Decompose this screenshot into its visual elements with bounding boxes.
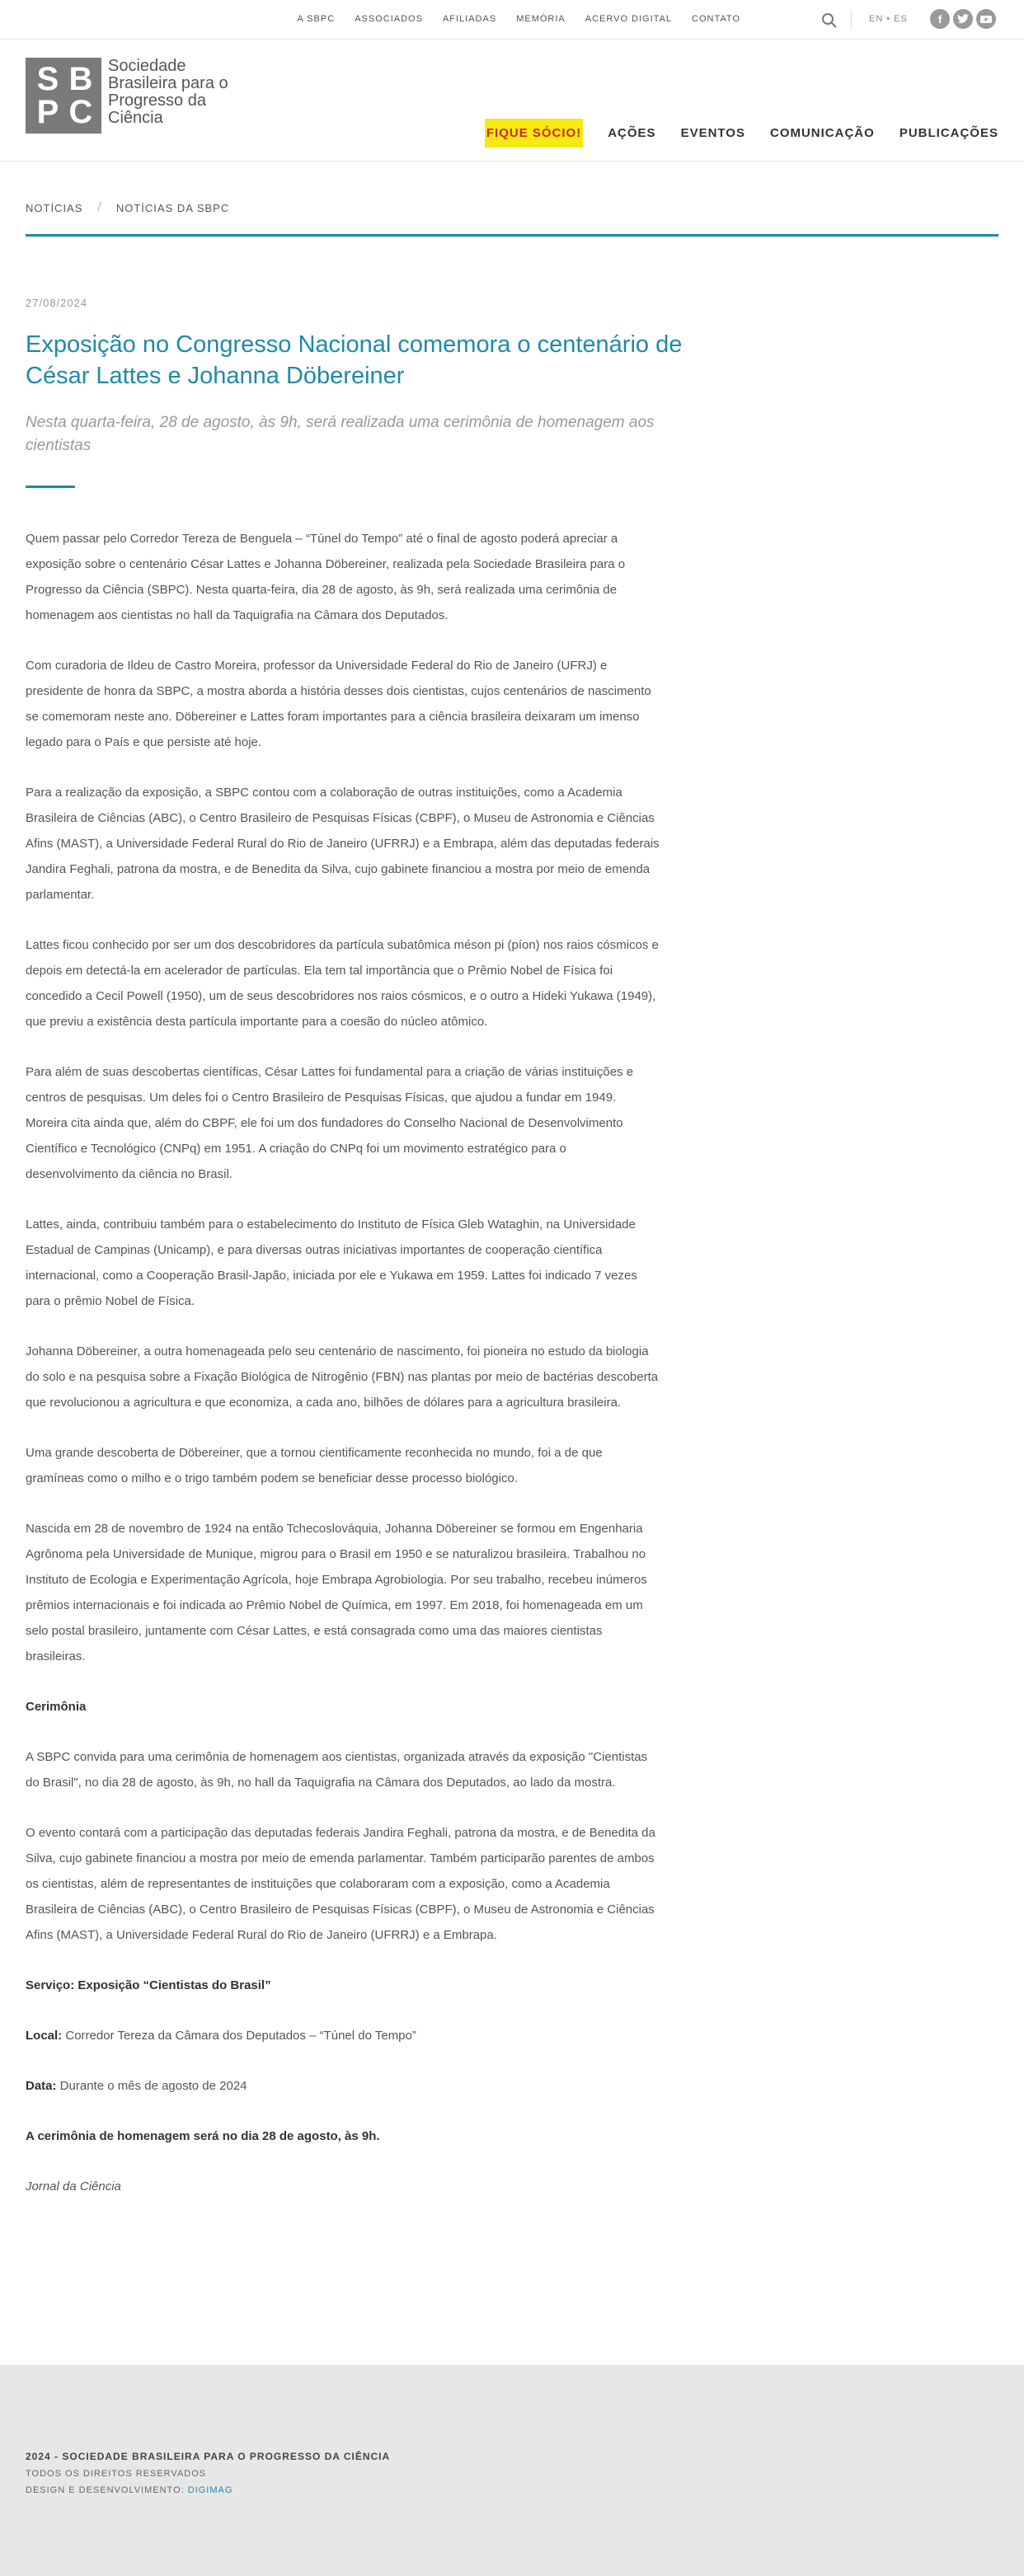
logo-line: Brasileira para o (108, 74, 228, 92)
top-nav-link-afiliadas[interactable]: AFILIADAS (442, 14, 497, 24)
article-paragraph: Para além de suas descobertas científicas, César Lattes foi fundamental para a criação de várias instituições e centros de pesquisas. Um deles foi o Centro Brasileiro de Pesquisas Físicas, que ajudou a fundar em 1949. Moreira cita ainda que, além do CBPF, ele foi um dos fundadores do Conselho Nacional de Desenvolvimento Científico e Tecnológico (CNPq) em 1951. A criação do CNPq foi um movimento estratégico para o desenvolvimento da ciência no Brasil. (26, 1065, 634, 1181)
article-paragraph: Lattes ficou conhecido por ser um dos descobridores da partícula subatômica méson pi (píon) nos raios cósmicos e depois em detectá-la em acelerador de partículas. Ela tem tal importância que o Prêmio Nobel de Física foi concedido a Cecil Powell (1950), um de seus descobridores nos raios cósmicos, e o outro a Hideki Yukawa (1949), que previu a existência desta partícula importante para a coesão do núcleo atômico. (26, 938, 659, 1029)
social-links (930, 9, 996, 29)
lang-separator: • (886, 14, 891, 24)
footer-copyright: 2024 - SOCIEDADE BRASILEIRA PARA O PROGRESSO DA CIÊNCIA (26, 2451, 391, 2462)
logo-text (108, 58, 240, 127)
top-nav-link-memoria[interactable]: MEMÓRIA (516, 14, 566, 24)
section-divider (26, 234, 998, 237)
article-paragraph: Quem passar pelo Corredor Tereza de Benguela – “Túnel do Tempo” até o final de agosto poderá apreciar a exposição sobre o centenário César Lattes e Johanna Döbereiner, realizada pela Sociedade Brasileira para o Progresso da Ciência (SBPC). Nesta quarta-feira, dia 28 de agosto, às 9h, será realizada uma cerimônia de homenagem aos cientistas no hall da Taquigrafia na Câmara dos Deputados. (26, 532, 626, 622)
top-nav (297, 14, 740, 24)
nav-publicacoes[interactable]: PUBLICAÇÕES (899, 126, 998, 140)
logo-line: Progresso da (108, 91, 206, 110)
logo-letter: S (36, 61, 58, 97)
youtube-icon[interactable] (976, 9, 996, 29)
article-date: 27/08/2024 (26, 297, 88, 309)
logo-mark (26, 58, 101, 134)
closing-note: A cerimônia de homenagem será no dia 28 de agosto, às 9h. (26, 2129, 380, 2143)
article-paragraph: Para a realização da exposição, a SBPC contou com a colaboração de outras instituições, como a Academia Brasileira de Ciências (ABC), o Centro Brasileiro de Pesquisas Físicas (CBPF), o Museu de Astronomia e Ciências Afins (MAST), a Universidade Federal Rural do Rio de Janeiro (UFRRJ) e a Embrapa, além das deputadas federais Jandira Feghali, patrona da mostra, e de Benedita da Silva, cujo gabinete financiou a mostra por meio de emenda parlamentar. (26, 786, 660, 902)
nav-eventos[interactable]: EVENTOS (680, 126, 745, 140)
breadcrumb-noticias-da-sbpc[interactable]: NOTÍCIAS DA SBPC (115, 201, 230, 214)
footer-credits (26, 2485, 233, 2495)
logo-line: Ciência (108, 109, 163, 127)
article-paragraph: Uma grande descoberta de Döbereiner, que a tornou cientificamente reconhecida no mundo, foi a de que gramíneas como o milho e o trigo também podem se beneficiar desse processo biológico. (26, 1446, 603, 1485)
article-header (26, 297, 702, 488)
lang-en-link[interactable]: EN (869, 14, 884, 24)
service-date (26, 2073, 660, 2099)
article-paragraph: Nascida em 28 de novembro de 1924 na então Tchecoslováquia, Johanna Döbereiner se formou em Engenharia Agrônoma pela Universidade de Munique, migrou para o Brasil em 1950 e se naturalizou brasileira. Trabalhou no Instituto de Ecologia e Experimentação Agrícola, hoje Embrapa Agrobiologia. Por seu trabalho, recebeu inúmeros prêmios internacionais e foi indicada ao Prêmio Nobel de Química, em 1997. Em 2018, foi homenageada em um selo postal brasileiro, juntamente com César Lattes, e está consagrada como uma das maiores cientistas brasileiras. (26, 1522, 647, 1663)
local-value: Corredor Tereza da Câmara dos Deputados – “Túnel do Tempo” (62, 2029, 416, 2043)
ceremony-heading: Cerimônia (26, 1700, 87, 1714)
site-footer (0, 2365, 1024, 2576)
top-utility-bar (0, 0, 1024, 40)
logo-letter: B (68, 61, 92, 97)
logo-letter: P (36, 94, 58, 130)
lang-es-link[interactable]: ES (894, 14, 908, 24)
article-paragraph: O evento contará com a participação das deputadas federais Jandira Feghali, patrona da mostra, e de Benedita da Silva, cujo gabinete financiou a mostra por meio de emenda parlamentar. Também participarão parentes de ambos os cientistas, além de representantes de instituições que colaboraram com a exposição, como a Academia Brasileira de Ciências (ABC), o Centro Brasileiro de Pesquisas Físicas (CBPF), o Museu de Astronomia e Ciências Afins (MAST), a Universidade Federal Rural do Rio de Janeiro (UFRRJ) e a Embrapa. (26, 1826, 655, 1942)
sbpc-logo[interactable] (26, 58, 240, 134)
site-header (0, 40, 1024, 162)
date-value: Durante o mês de agosto de 2024 (56, 2079, 247, 2093)
main-nav (485, 119, 998, 148)
title-underline (26, 486, 75, 488)
footer-rights: TODOS OS DIREITOS RESERVADOS (26, 2469, 207, 2479)
breadcrumb (26, 200, 229, 215)
logo-line: Sociedade (108, 57, 186, 75)
breadcrumb-separator: / (97, 200, 101, 214)
date-label: Data: (26, 2079, 57, 2093)
language-switcher (869, 14, 908, 24)
top-nav-link-a-sbpc[interactable]: A SBPC (297, 14, 336, 24)
footer-design-label: DESIGN E DESENVOLVIMENTO: (26, 2485, 188, 2495)
article-paragraph: Lattes, ainda, contribuiu também para o estabelecimento do Instituto de Física Gleb Wataghin, na Universidade Estadual de Campinas (Unicamp), e para diversas outras iniciativas importantes de cooperação científica internacional, como a Cooperação Brasil-Japão, iniciada por ele e Yukawa em 1959. Lattes foi indicado 7 vezes para o prêmio Nobel de Física. (26, 1218, 637, 1308)
local-label: Local: (26, 2029, 63, 2043)
breadcrumb-noticias[interactable]: NOTÍCIAS (26, 201, 83, 214)
service-local (26, 2023, 660, 2048)
article-title: Exposição no Congresso Nacional comemora o centenário de César Lattes e Johanna Döbereiner (26, 331, 683, 389)
article-subtitle: Nesta quarta-feira, 28 de agosto, às 9h, será realizada uma cerimônia de homenagem aos cientistas (26, 414, 655, 454)
article-paragraph: Com curadoria de Ildeu de Castro Moreira, professor da Universidade Federal do Rio de Janeiro (UFRJ) e presidente de honra da SBPC, a mostra aborda a história desses dois cientistas, cujos centenários de nascimento se comemoram neste ano. Döbereiner e Lattes foram importantes para a ciência brasileira deixaram um imenso legado para o País e que persiste até hoje. (26, 659, 651, 749)
service-heading: Serviço: Exposição “Cientistas do Brasil” (26, 1978, 271, 1992)
nav-comunicacao[interactable]: COMUNICAÇÃO (769, 126, 875, 140)
logo-letter: C (68, 94, 92, 130)
top-nav-link-contato[interactable]: CONTATO (692, 14, 740, 24)
top-nav-link-acervo-digital[interactable]: ACERVO DIGITAL (585, 14, 673, 24)
search-icon[interactable] (821, 12, 838, 29)
footer-digimag-link[interactable]: DIGIMAG (187, 2485, 233, 2495)
article-body (26, 526, 660, 2224)
twitter-icon[interactable] (953, 9, 973, 29)
nav-acoes[interactable]: AÇÕES (608, 126, 656, 140)
nav-fique-socio-button[interactable]: FIQUE SÓCIO! (485, 119, 583, 148)
facebook-icon[interactable]: f (930, 9, 950, 29)
top-nav-link-associados[interactable]: ASSOCIADOS (355, 14, 423, 24)
article-source: Jornal da Ciência (26, 2180, 121, 2194)
article-paragraph: Johanna Döbereiner, a outra homenageada pelo seu centenário de nascimento, foi pioneira no estudo da biologia do solo e na pesquisa sobre a Fixação Biológica de Nitrogênio (FBN) nas plantas por meio de bactérias descoberta que revolucionou a agricultura e que economiza, a cada ano, bilhões de dólares para a agricultura brasileira. (26, 1344, 659, 1410)
divider (851, 10, 852, 30)
article-paragraph: A SBPC convida para uma cerimônia de homenagem aos cientistas, organizada através da exposição "Cientistas do Brasil", no dia 28 de agosto, às 9h, no hall da Taquigrafia na Câmara dos Deputados, ao lado da mostra. (26, 1750, 648, 1790)
